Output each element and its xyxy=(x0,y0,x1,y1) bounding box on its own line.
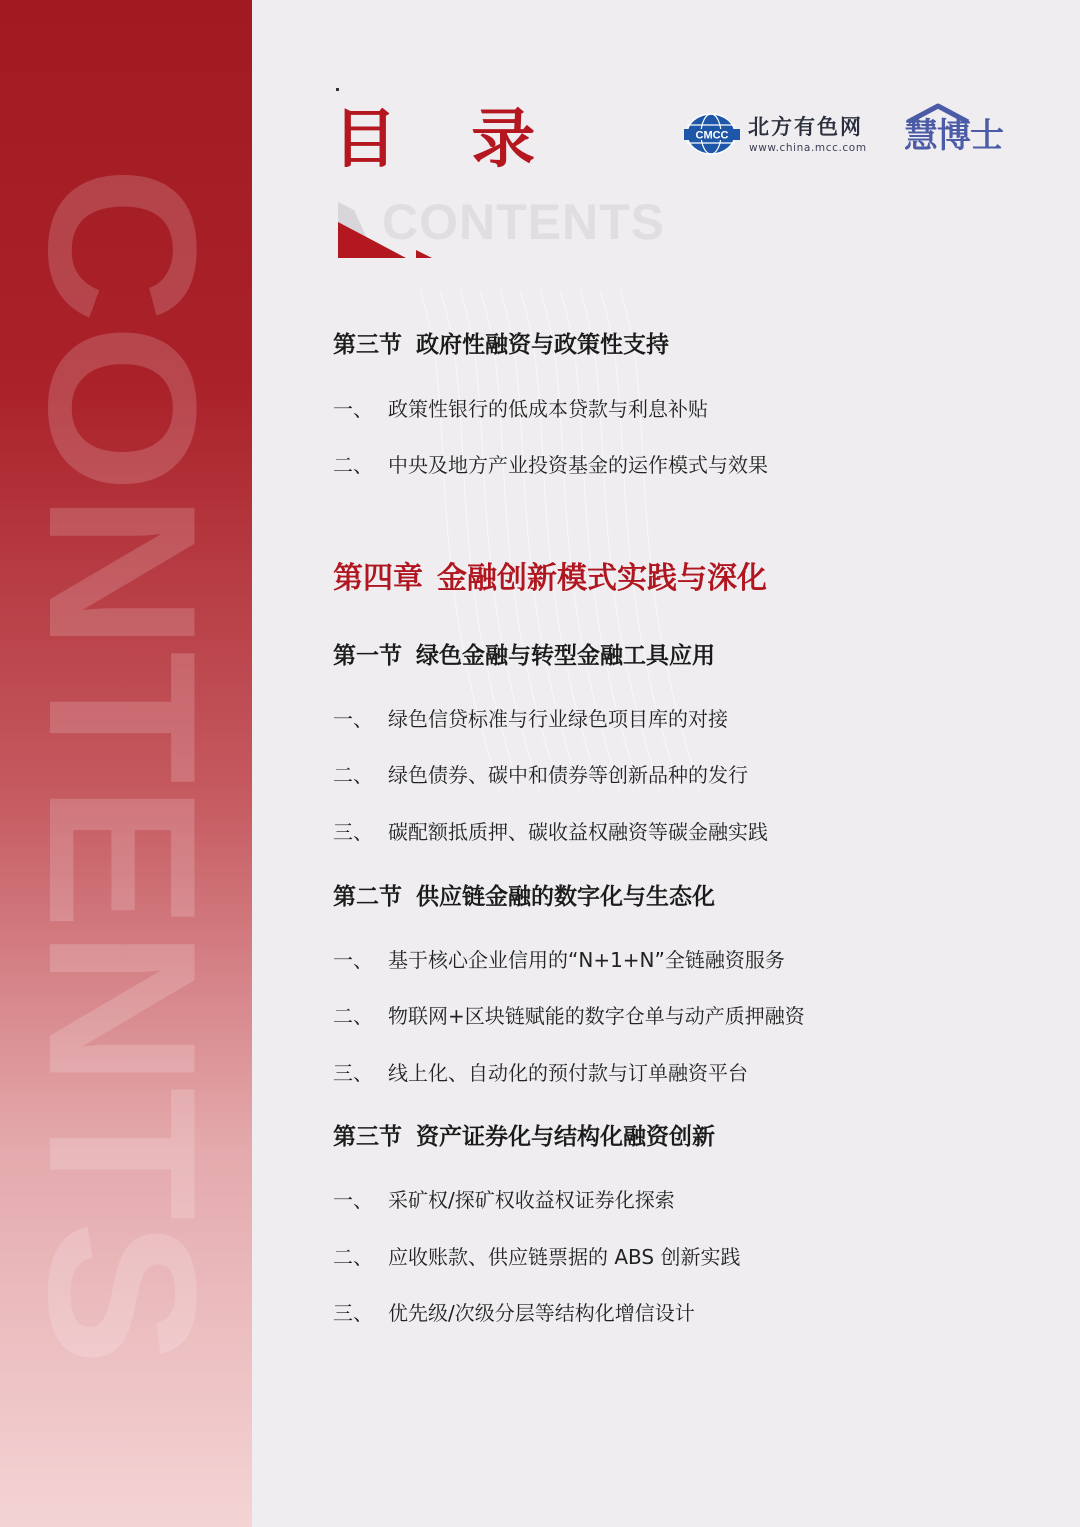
page-title: 目 录 xyxy=(333,103,562,177)
left-sidebar xyxy=(0,0,252,1527)
item-text: 中央及地方产业投资基金的运作模式与效果 xyxy=(388,453,768,477)
contents-subtitle: CONTENTS xyxy=(382,194,665,250)
item-number: 二、 xyxy=(333,1245,373,1269)
section-label: 第三节 xyxy=(333,332,402,358)
site-url: www.china.mcc.com xyxy=(749,142,867,154)
item-number: 三、 xyxy=(333,1061,373,1085)
item-text: 物联网+区块链赋能的数字仓单与动产质押融资 xyxy=(388,1004,805,1028)
section-title: 政府性融资与政策性支持 xyxy=(416,332,669,358)
item-number: 一、 xyxy=(333,948,373,972)
item-number: 一、 xyxy=(333,707,373,731)
item-text: 线上化、自动化的预付款与订单融资平台 xyxy=(388,1061,748,1085)
item-number: 一、 xyxy=(333,397,373,421)
item-number: 三、 xyxy=(333,820,373,844)
toc-item[interactable] xyxy=(333,1299,695,1327)
chapter-label: 第四章 xyxy=(333,561,423,596)
section-heading[interactable] xyxy=(333,882,715,912)
sidebar-watermark-text: CONTENTS xyxy=(5,166,240,1321)
toc-item[interactable] xyxy=(333,451,768,479)
section-label: 第二节 xyxy=(333,884,402,910)
title-dot xyxy=(336,88,339,91)
section-title: 绿色金融与转型金融工具应用 xyxy=(416,643,715,669)
section-heading[interactable] xyxy=(333,1122,715,1152)
item-number: 一、 xyxy=(333,1188,373,1212)
item-text: 绿色信贷标准与行业绿色项目库的对接 xyxy=(388,707,728,731)
cmcc-logo-text: CMCC xyxy=(695,129,729,142)
toc-item[interactable] xyxy=(333,1186,675,1214)
item-text: 优先级/次级分层等结构化增信设计 xyxy=(388,1301,695,1325)
chapter-title: 金融创新模式实践与深化 xyxy=(437,561,767,596)
item-text: 基于核心企业信用的“N+1+N”全链融资服务 xyxy=(388,948,785,972)
toc-item[interactable] xyxy=(333,1059,748,1087)
toc-item[interactable] xyxy=(333,818,768,846)
item-text: 政策性银行的低成本贷款与利息补贴 xyxy=(388,397,708,421)
section-heading[interactable] xyxy=(333,641,715,671)
section-title: 供应链金融的数字化与生态化 xyxy=(416,884,715,910)
item-text: 绿色债券、碳中和债券等创新品种的发行 xyxy=(388,763,748,787)
item-number: 二、 xyxy=(333,763,373,787)
section-label: 第一节 xyxy=(333,643,402,669)
toc-item[interactable] xyxy=(333,946,785,974)
site-name: 北方有色网 xyxy=(748,115,863,139)
section-title: 资产证券化与结构化融资创新 xyxy=(416,1124,715,1150)
toc-item[interactable] xyxy=(333,1243,740,1271)
item-text: 碳配额抵质押、碳收益权融资等碳金融实践 xyxy=(388,820,768,844)
section-heading[interactable] xyxy=(333,330,669,360)
sidebar-watermark xyxy=(5,166,240,1366)
toc-item[interactable] xyxy=(333,1002,805,1030)
toc-item[interactable] xyxy=(333,761,748,789)
chapter-heading[interactable] xyxy=(333,560,767,598)
cmcc-globe-logo xyxy=(684,112,740,156)
brand-logo: 慧博士 xyxy=(904,116,1003,156)
item-number: 二、 xyxy=(333,1004,373,1028)
item-number: 二、 xyxy=(333,453,373,477)
toc-item[interactable] xyxy=(333,705,728,733)
item-text: 采矿权/探矿权收益权证券化探索 xyxy=(388,1188,675,1212)
toc-item[interactable] xyxy=(333,395,708,423)
item-text: 应收账款、供应链票据的 ABS 创新实践 xyxy=(388,1245,741,1269)
section-label: 第三节 xyxy=(333,1124,402,1150)
item-number: 三、 xyxy=(333,1301,373,1325)
